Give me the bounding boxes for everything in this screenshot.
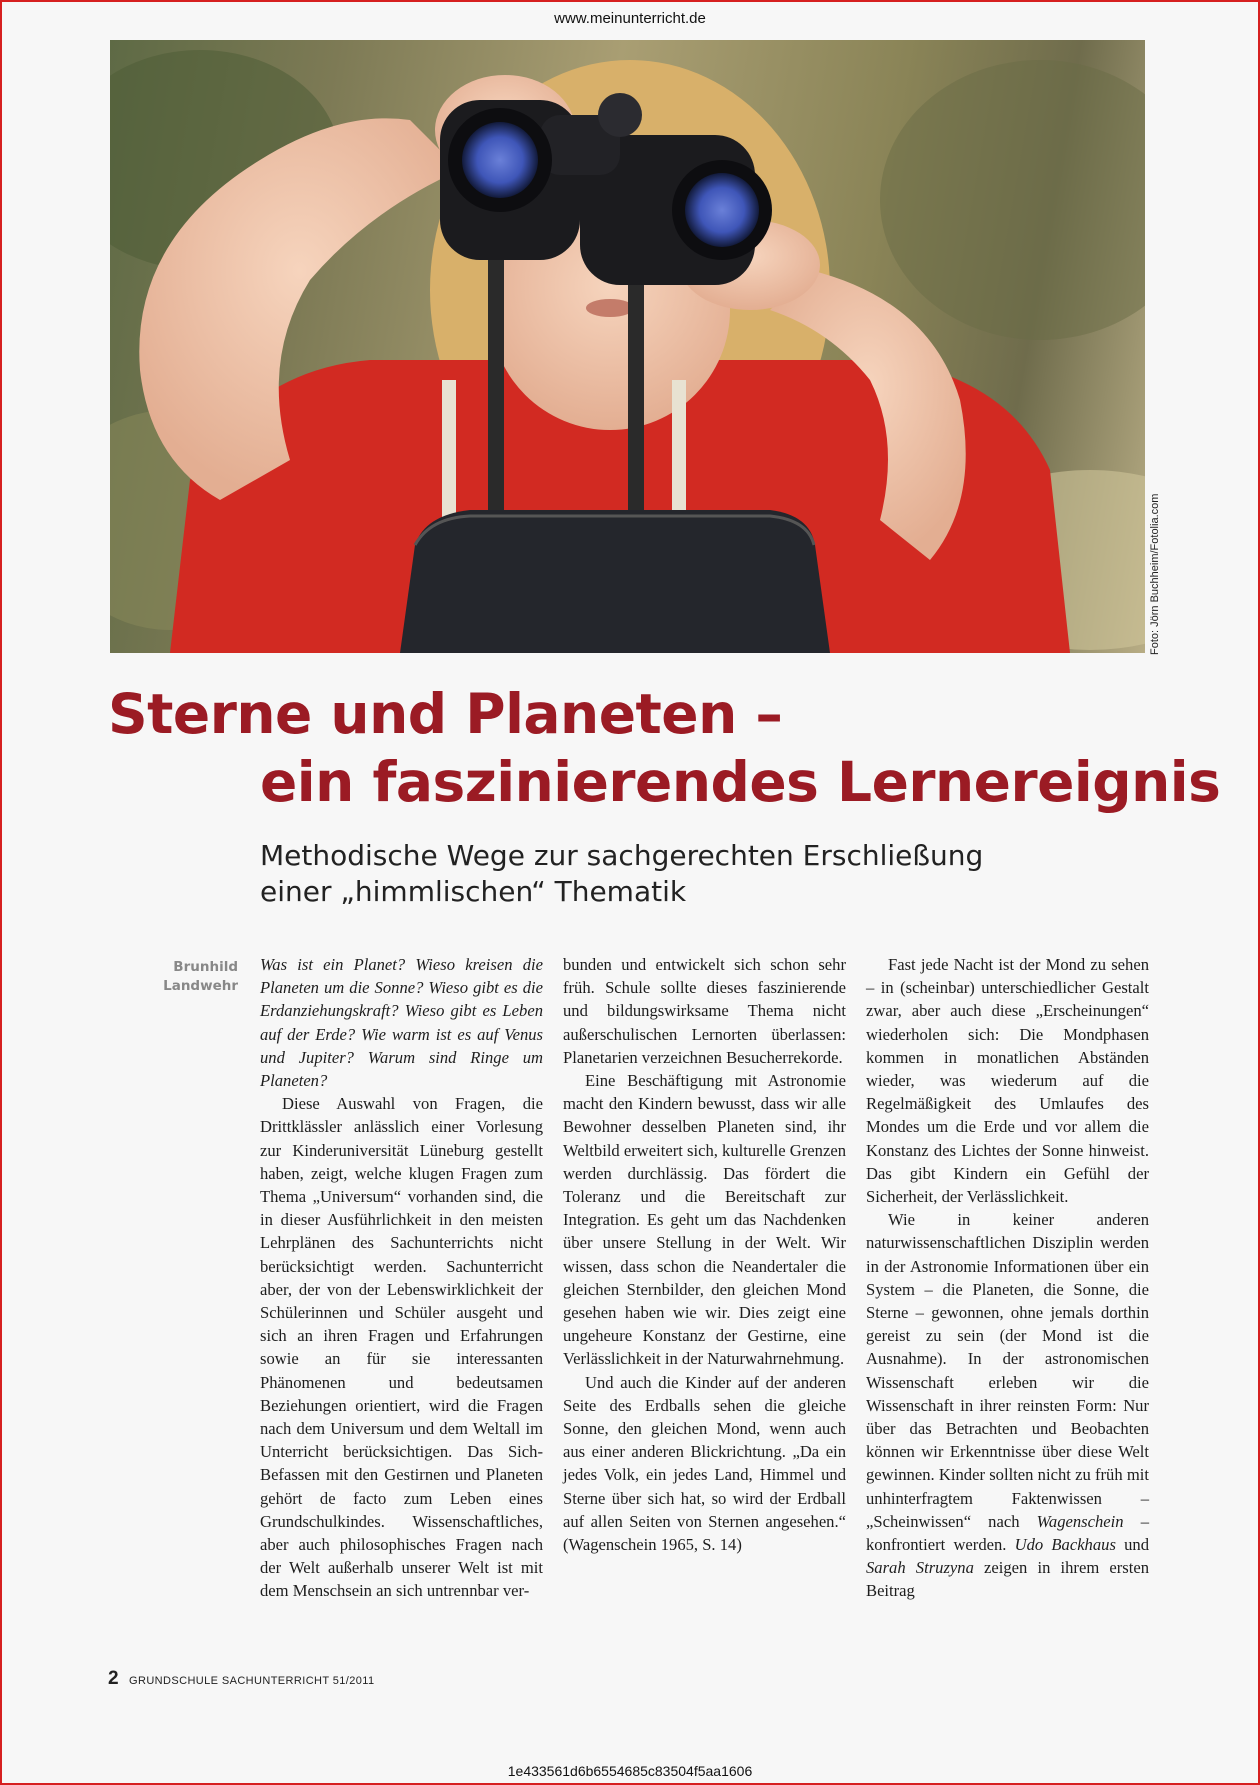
site-url[interactable]: www.meinunterricht.de (554, 10, 706, 27)
author-last-name: Landwehr (163, 978, 238, 994)
author-reference: Udo Backhaus (1014, 1535, 1116, 1555)
page-footer (108, 1668, 375, 1690)
subtitle-line-1: Methodische Wege zur sachgerechten Erschließung (260, 839, 984, 872)
paragraph: Diese Auswahl von Fragen, die Drittklässler anlässlich einer Vorlesung zur Kinderuniversität Lüneburg gestellt haben, zeigt, welche klugen Fragen zum Thema „Universum“ vorhanden sind, die in dieser Ausführlichkeit in den meisten Lehrplänen des Sachunterrichts nicht berücksichtigt werden. Sachunterricht aber, der von der Lebenswirklichkeit der Schülerinnen und Schüler ausgeht und sich an ihren Fragen und Erfahrungen sowie an für sie interessanten Phänomenen und bedeutsamen Beziehungen orientiert, wird die Fragen nach dem Universum und dem Weltall im Unterricht berücksichtigen. Das Sich-Befassen mit den Gestirnen und Planeten gehört de facto zum Leben eines Grundschulkindes. Wissenschaftliches, aber auch philosophisches Fragen nach der Welt außerhalb unserer Welt ist mit dem Menschsein an sich untrennbar ver- (260, 1094, 543, 1601)
cover-photo-child-with-binoculars (110, 40, 1145, 653)
author-first-name: Brunhild (173, 959, 238, 975)
text-column-1 (260, 953, 543, 1603)
author-name (148, 958, 238, 996)
paragraph: Fast jede Nacht ist der Mond zu sehen – in (scheinbar) unterschiedlicher Gestalt zwar, aber auch diese „Erscheinungen“ wiederholen sich: Die Mondphasen kommen in monatlichen Abständen wieder, was wiederum auf die Regelmäßigkeit des Umlaufes des Mondes um die Erde und vor allem die Konstanz des Lichtes der Sonne hinweist. Das gibt Kindern ein Gefühl der Sicherheit, der Verlässlichkeit. (866, 955, 1149, 1207)
photo-credit: Foto: Jörn Buchheim/Fotolia.com (1149, 493, 1161, 655)
text-run: zeigen in ihrem ersten Beitrag (866, 1558, 1149, 1601)
paragraph: Eine Beschäftigung mit Astronomie macht den Kindern bewusst, dass wir alle Bewohner desselben Planeten sind, ihr Weltbild erweitert sich, kulturelle Grenzen werden durchlässig. Das fördert die Toleranz und die Bereitschaft zur Integration. Es geht um das Nachdenken über unsere Stellung in der Welt. Wir wissen, dass schon die Neandertaler die gleichen Sternbilder, den gleichen Mond gesehen haben wie wir. Dies zeigt eine ungeheure Konstanz der Gestirne, eine Verlässlichkeit in der Naturwahrnehmung. (563, 1071, 846, 1369)
text-run: Wie in keiner anderen naturwissenschaftlichen Disziplin werden in der Astronomie Informationen über ein System – die Planeten, die Sonne, die Sterne – gewonnen, ohne jemals dorthin gereist zu sein (der Mond ist die Ausnahme). In der astronomischen Wissenschaft erleben wir die Wissenschaft in ihrer reinsten Form: Nur über das Betrachten und Beobachten können wir Erkenntnisse über diese Welt gewinnen. Kinder sollten nicht zu früh mit unhinterfragtem Faktenwissen – „Scheinwissen“ nach (866, 1210, 1149, 1531)
author-reference: Sarah Struzyna (866, 1558, 974, 1578)
text-column-3 (866, 953, 1149, 1603)
text-run: und (1115, 1535, 1149, 1555)
subtitle-line-2: einer „himmlischen“ Thematik (260, 875, 687, 908)
author-reference: Wagenschein (1036, 1511, 1124, 1531)
paragraph (866, 1208, 1149, 1602)
article-subtitle (260, 838, 983, 910)
title-line-2: ein faszinierendes Lernereignis (260, 750, 1221, 814)
article-title (108, 680, 1220, 816)
magazine-issue: GRUNDSCHULE SACHUNTERRICHT 51/2011 (129, 1675, 375, 1687)
paragraph: Und auch die Kinder auf der anderen Seite des Erdballs sehen die gleiche Sonne, den gleichen Mond, wenn auch aus einer anderen Blickrichtung. „Da ein jedes Volk, ein jedes Land, Himmel und Sterne über sich hat, so wird der Erdball auf allen Seiten von Sternen angesehen.“ (Wagenschein 1965, S. 14) (563, 1372, 846, 1555)
text-run: – konfrontiert werden. (866, 1511, 1149, 1555)
text-column-2 (563, 953, 846, 1556)
intro-questions: Was ist ein Planet? Wieso kreisen die Planeten um die Sonne? Wieso gibt es die Erdanziehungskraft? Wieso gibt es Leben auf der Erde? Wie warm ist es auf Venus und Jupiter? Warum sind Ringe um Planeten? (260, 955, 543, 1091)
page-number: 2 (108, 1668, 119, 1689)
document-id: 1e433561d6b6554685c83504f5aa1606 (507, 1763, 753, 1779)
title-line-1: Sterne und Planeten – (108, 682, 783, 746)
paragraph: bunden und entwickelt sich schon sehr früh. Schule sollte dieses faszinierende und bildungswirksame Thema nicht außerschulischen Lernorten überlassen: Planetarien verzeichnen Besucherrekorde. (563, 955, 846, 1067)
photo-illustration (110, 40, 1145, 653)
